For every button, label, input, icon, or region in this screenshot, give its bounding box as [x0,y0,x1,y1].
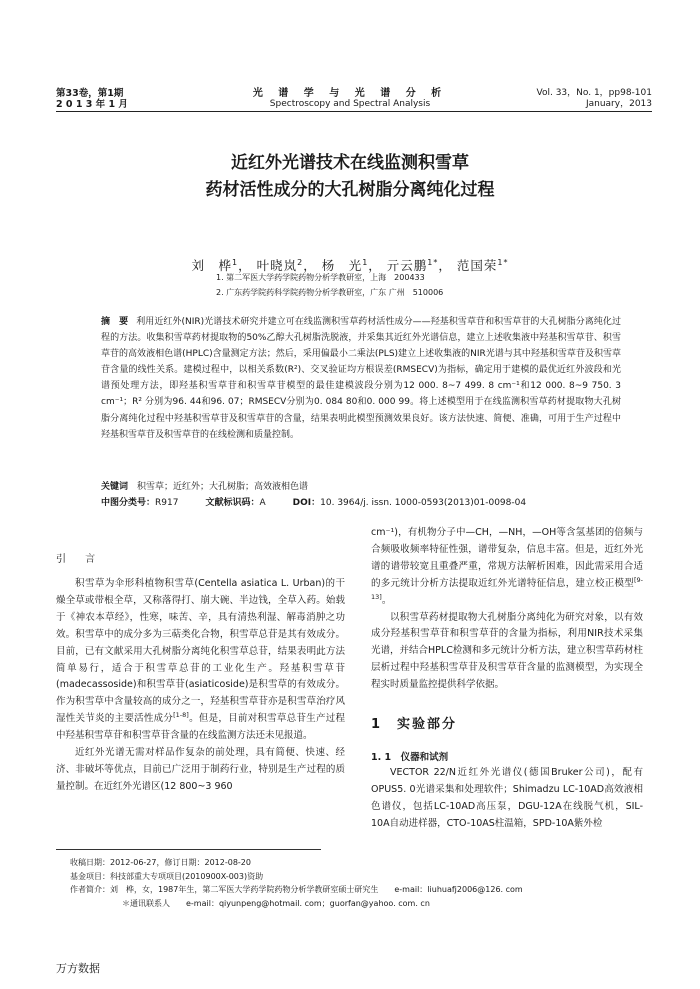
section-heading-experimental: 1 实验部分 [371,717,458,732]
fund-info: 基金项目：科技部重大专项项目(2010900X-003)资助 [70,871,264,881]
title-line-1: 近红外光谱技术在线监测积雪草 [231,153,469,173]
clc-value: R917 [155,498,179,508]
citation: [1-8] [173,711,189,720]
keywords-text: 积雪草；近红外；大孔树脂；高效液相色谱 [137,482,309,492]
body-paragraph: 以积雪草药材提取物大孔树脂分离纯化为研究对象，以有效成分羟基积雪草苷和积雪草苷的含量为指标，利用NIR技术采集光谱，并结合HPLC检测和多元统计分析方法，建立积雪草药材柱层析过程中羟基积雪草苷及积雪草苷含量的监测模型，为实现全程实时质量监控提供科学依据。 [371,611,643,691]
journal-name-cn: 光 谱 学 与 光 谱 分 析 [252,88,448,99]
author: 叶晓岚$^2$ [256,257,304,273]
keywords-label: 关键词 [101,482,129,492]
header-rule [56,111,652,112]
doi-label: DOI： [292,498,321,508]
doi-value: 10. 3964/j. issn. 1000-0593(2013)01-0098-04 [320,498,527,508]
classification-line [101,496,621,511]
author: 范国荣$^{1*}$ [456,257,509,273]
author: 杨 光$^1$ [321,257,369,273]
received-date: 收稿日期：2012-06-27，修订日期：2012-08-20 [70,858,251,867]
paper-title [0,150,700,204]
watermark-text: 万方数据 [56,962,100,975]
left-column [56,576,345,796]
corresponding-author: ＊通讯联系人 e-mail：qiyunpeng@hotmail. com；guorfan@yahoo. com. cn [122,898,430,908]
instruments-paragraph: VECTOR 22/N近红外光谱仪(德国Bruker公司)，配有OPUS5. 0光谱采集和处理软件；Shimadzu LC-10AD高效液相色谱仪，包括LC-10AD高压泵，DGU-12A在线脱气机，SIL-10A自动进样器，CTO-10AS柱温箱，SPD-10A紫外检 [371,767,643,829]
author: 亓云鹏$^{1*}$ [386,257,439,273]
body-paragraph: cm⁻¹)，有机物分子中—CH，—NH，—OH等含氢基团的倍频与合频吸收频率特征性强，谱带复杂，信息丰富。但是，近红外光谱的谱带较宽且重叠严重，常规方法解析困难，因此需采用合适的多元统计分析方法提取近红外光谱特征信息，建立校正模型[9-13]。 [371,527,643,606]
intro-paragraph: 积雪草为伞形科植物积雪草(Centella asiatica L. Urban)的干燥全草或带根全草，又称落得打、崩大碗、半边钱，全草入药。始载于《神农本草经》，性寒，味苦、辛，具有清热利湿、解毒消肿之功效。积雪草中的成分多为三萜类化合物，积雪草总苷是其有效成分。目前，已有文献采用大孔树脂分离纯化积雪草总苷，结果表明此方法简单易行，适合于积雪草总苷的工业化生产。羟基积雪草苷(madecassoside)和积雪草苷(asiaticoside)是积雪草的有效成分。作为积雪草中含量较高的成分之一，羟基积雪草苷亦是积雪草治疗风湿性关节炎的主要活性成分[1-8]。但是，目前对积雪草总苷生产过程中羟基积雪草苷和积雪草苷含量的在线监测方法还未见报道。 [56,578,345,742]
author: 刘 桦$^1$ [191,257,239,273]
keywords [101,480,621,495]
date-en: January，2013 [585,99,652,109]
author-bio: 作者简介：刘 桦，女，1987年生，第二军医大学药学院药物分析学教研室硕士研究生 e-mail：liuhuafj2006@126. com [70,885,523,894]
footnotes [70,856,523,910]
abstract-text: 利用近红外(NIR)光谱技术研究并建立可在线监测积雪草药材活性成分——羟基积雪草苷和积雪草苷的大孔树脂分离纯化过程的方法。收集积雪草药材提取物的50%乙醇大孔树脂洗脱液，并采集其近红外光谱信息，建立上述收集液中羟基积雪草苷、积雪草苷的高效液相色谱(HPLC)含量测定方法；然后，采用偏最小二乘法(PLS)建立上述收集液的NIR光谱与其中羟基积雪草苷及积雪草苷含量的线性关系。建模过程中，以相关系数(R²)、交叉验证均方根误差(RMSECV)为指标，确定用于建模的最优近红外波段和光谱预处理方法，即羟基积雪草苷和积雪草苷模型的最佳建模波段分别为12 000. 8~7 499. 8 cm⁻¹和12 000. 8~9 750. 3 cm⁻¹；R² 分别为96. 44和96. 07；RMSECV分别为0. 084 80和0. 000 99。将上述模型用于在线监测积雪草药材提取物大孔树脂分离纯化过程中羟基积雪草苷及积雪草苷的含量，结果表明此模型预测效果良好。该方法快速、简便、准确，可用于生产过程中羟基积雪草苷及积雪草苷的在线检测和质量控制。 [101,317,621,440]
footnote-rule [56,849,321,850]
title-line-2: 药材活性成分的大孔树脂分离纯化过程 [205,180,495,200]
running-header-right [537,88,652,110]
abstract [101,314,621,443]
subsection-heading-instruments: 1. 1 仪器和试剂 [371,752,449,763]
clc-label: 中图分类号： [101,498,156,508]
citation: [9-13] [371,575,643,601]
section-heading-intro: 引 言 [56,554,104,565]
doc-code-value: A [259,498,266,508]
volume-cn: 第33卷，第1期 [56,88,124,99]
journal-name-en: Spectroscopy and Spectral Analysis [269,99,431,109]
right-column [371,525,643,694]
volume-en: Vol. 33，No. 1，pp98-101 [536,88,652,98]
intro-paragraph: 近红外光谱无需对样品作复杂的前处理，具有简便、快速、经济、非破坏等优点，目前已广泛用于制药行业，特别是生产过程的质量控制。在近红外光谱区(12 800~3 960 [56,747,345,792]
abstract-label: 摘 要 [101,317,129,327]
affiliation: 1. 第二军医大学药学院药物分析学教研室，上海 200433 [216,273,425,282]
author-list: 刘 桦$^1$， 叶晓岚$^2$， 杨 光$^1$， 亓云鹏$^{1*}$， 范国荣$^{1*}$ [191,257,509,273]
affiliation: 2. 广东药学院药科学院药物分析学教研室，广东 广州 510006 [216,288,444,297]
doc-code-label: 文献标识码： [205,498,260,508]
date-cn: 2 0 1 3 年 1 月 [56,99,128,110]
